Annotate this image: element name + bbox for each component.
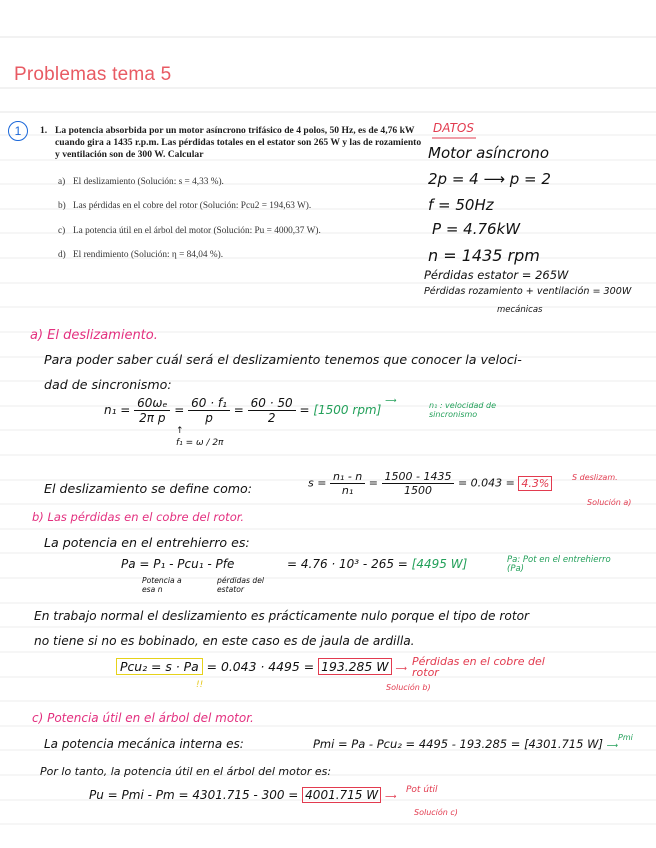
n1-note: n₁ : velocidad de sincronismo <box>429 401 497 419</box>
part-text: El rendimiento (Solución: η = 84,04 %). <box>73 250 224 260</box>
page-title: Problemas tema 5 <box>14 64 172 85</box>
problem-part-a <box>58 177 224 187</box>
denominator: p <box>205 411 213 425</box>
section-c-text: Por lo tanto, la potencia útil en el árbol del motor es: <box>40 765 332 778</box>
section-a-heading: a) El deslizamiento. <box>30 328 158 343</box>
slip-solution-note: Solución a) <box>587 498 632 507</box>
pcu-note: Pérdidas en el cobre del rotor <box>412 655 545 679</box>
pcu-calc: = 0.043 · 4495 = <box>206 659 315 674</box>
part-label: d) <box>58 250 66 260</box>
numerator: 60 · 50 <box>248 396 296 411</box>
denominator: 2 <box>267 411 276 425</box>
pmi-result: [4301.715 W] <box>524 737 603 751</box>
datos-line: Motor asíncrono <box>428 144 550 162</box>
pu-calc: Pu = Pmi - Pm = 4301.715 - 300 = 4001.715 W ⟶ <box>89 788 397 802</box>
numerator: 60ωₑ <box>134 396 170 411</box>
section-b-text: no tiene si no es bobinado, en este caso es de jaula de ardilla. <box>34 634 415 648</box>
datos-line: P = 4.76kW <box>432 220 521 238</box>
pcu-result: 193.285 W <box>318 658 391 675</box>
pa-under-2: pérdidas del estator <box>217 576 264 594</box>
part-label: c) <box>58 226 66 236</box>
section-b-text: En trabajo normal el deslizamiento es prácticamente nulo porque el tipo de rotor <box>34 609 530 623</box>
denominator: 1500 <box>403 484 432 497</box>
datos-note: mecánicas <box>497 305 543 315</box>
pu-solution-note: Solución c) <box>414 808 458 817</box>
section-c-text: La potencia mecánica interna es: <box>44 737 244 751</box>
n1-formula: n₁ = $\frac{\text{60ωₑ}}{\text{2π p}}$ = $\frac{\text{60 · f₁}}{p}$ = $\frac{60 \cdot 50}{2}$ = [1500 rpm] ⟶ <box>104 396 397 425</box>
problem-number-badge: 1 <box>8 121 28 141</box>
problem-part-c <box>58 226 321 236</box>
pa-note: Pa: Pot en el entrehierro (Pa) <box>507 555 611 574</box>
section-b-text: La potencia en el entrehierro es: <box>44 535 250 550</box>
datos-line: Pérdidas rozamiento + ventilación = 300W <box>424 286 632 297</box>
datos-line: Pérdidas estator = 265W <box>424 268 569 282</box>
pmi-calc: Pmi = Pa - Pcu₂ = 4495 - 193.285 = [4301.715 W] ⟶ <box>313 737 619 751</box>
pmi-calc-text: Pmi = Pa - Pcu₂ = 4495 - 193.285 = <box>313 737 521 751</box>
pa-equation: Pa = P₁ - Pcu₁ - Pfe <box>121 557 235 571</box>
pcu-marks: !! <box>196 680 204 690</box>
datos-heading: DATOS <box>433 121 474 135</box>
datos-line: 2p = 4 ⟶ p = 2 <box>428 170 551 188</box>
up-arrow: ↑ <box>176 426 184 436</box>
n1-result: [1500 rpm] <box>313 403 382 417</box>
pa-under-1: Potencia a esa n <box>142 576 182 594</box>
section-a-text: dad de sincronismo: <box>44 377 172 392</box>
pu-note: Pot útil <box>406 785 438 795</box>
numerator: n₁ - n <box>330 470 365 484</box>
datos-line: f = 50Hz <box>428 196 494 214</box>
n1-fraction-2 <box>188 396 230 425</box>
problem-text: La potencia absorbida por un motor asíncrono trifásico de 4 polos, 50 Hz, es de 4,76 kW cuando gira a 1435 r.p.m. Las pérdidas totales en el estator son 265 W y las de rozamiento y ventilación son de 300 W. Calcular <box>55 125 422 161</box>
slip-fraction-1 <box>330 470 365 497</box>
part-label: b) <box>58 201 66 211</box>
pa-result: [4495 W] <box>411 557 468 571</box>
denominator: 2π p <box>139 411 166 425</box>
pu-calc-text: Pu = Pmi - Pm = 4301.715 - 300 = <box>89 788 299 802</box>
part-text: Las pérdidas en el cobre del rotor (Solución: Pcu2 = 194,63 W). <box>73 201 312 211</box>
f1-note: f₁ = ω / 2π <box>176 438 224 448</box>
problem-number: 1. <box>40 125 48 136</box>
part-label: a) <box>58 177 66 187</box>
slip-lhs: s = <box>308 476 327 490</box>
pmi-note: Pmi <box>618 733 633 742</box>
n1-fraction-3 <box>248 396 296 425</box>
part-text: La potencia útil en el árbol del motor (Solución: Pu = 4000,37 W). <box>73 226 321 236</box>
n1-fraction-1 <box>134 396 170 425</box>
pcu-equation: Pcu₂ = s · Pa <box>116 658 203 675</box>
numerator: 1500 - 1435 <box>382 470 455 484</box>
slip-fraction-2 <box>382 470 455 497</box>
pa-calc <box>287 557 467 571</box>
pu-result: 4001.715 W <box>302 787 381 803</box>
pcu-formula: Pcu₂ = s · Pa = 0.043 · 4495 = 193.285 W ⟶ <box>116 659 407 674</box>
section-b-heading: b) Las pérdidas en el cobre del rotor. <box>32 510 245 524</box>
problem-part-b <box>58 201 311 211</box>
n1-lhs: n₁ = <box>104 403 131 417</box>
slip-decimal: = 0.043 = <box>457 476 515 490</box>
numerator: 60 · f₁ <box>188 396 230 411</box>
section-a-text: Para poder saber cuál será el deslizamiento tenemos que conocer la veloci- <box>44 352 522 367</box>
slip-result: 4.3% <box>518 476 552 491</box>
part-text: El deslizamiento (Solución: s = 4,33 %). <box>73 177 224 187</box>
problem-part-d <box>58 250 223 260</box>
section-c-heading: c) Potencia útil en el árbol del motor. <box>32 711 254 725</box>
slip-formula: s = $\frac{\text{n₁ - n}}{\text{n₁}}$ = $\frac{1500 - 1435}{1500}$ = 0.043 = 4.3% <box>308 470 552 497</box>
pa-calc-text: = 4.76 · 10³ - 265 = <box>287 557 408 571</box>
datos-line: n = 1435 rpm <box>428 246 540 265</box>
slip-text: El deslizamiento se define como: <box>44 481 252 496</box>
denominator: n₁ <box>341 484 354 497</box>
datos-underline <box>432 136 478 140</box>
problem-statement <box>40 125 425 162</box>
pcu-solution-note: Solución b) <box>386 683 431 692</box>
slip-note: S deslizam. <box>572 473 618 482</box>
